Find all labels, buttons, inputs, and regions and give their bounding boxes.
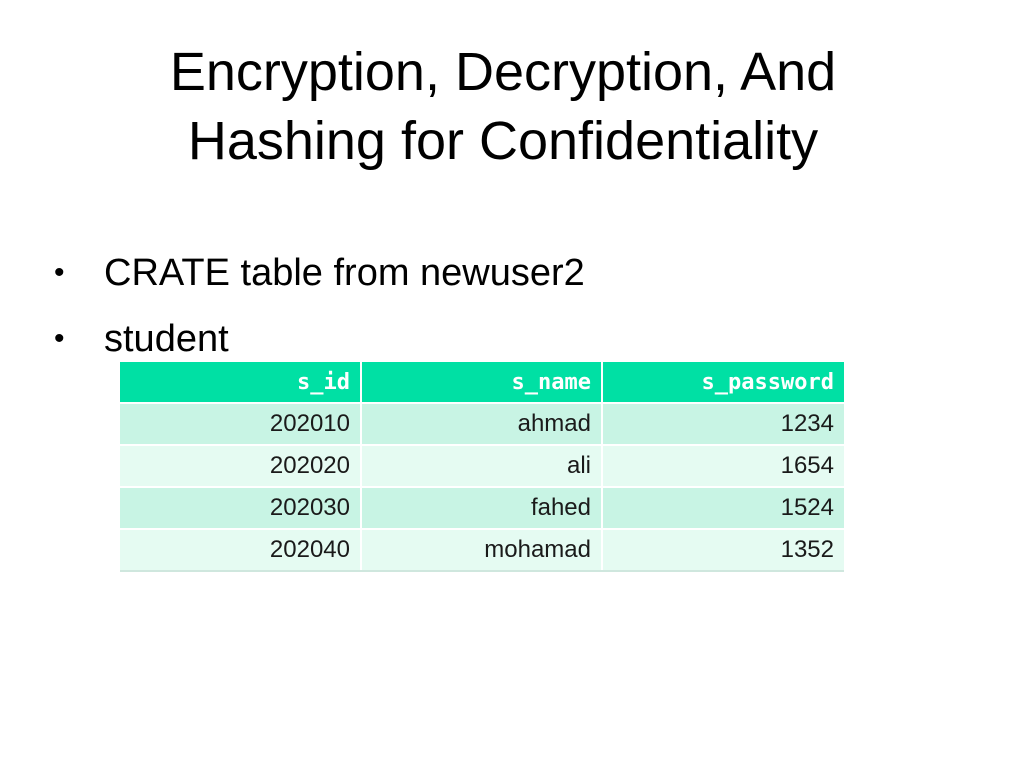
cell-s-name: mohamad	[361, 529, 602, 571]
table-row	[120, 445, 844, 487]
table-row	[120, 403, 844, 445]
cell-s-id: 202040	[120, 529, 361, 571]
slide-title	[0, 38, 1006, 176]
title-line-2: Hashing for Confidentiality	[187, 111, 819, 171]
title-line-1: Encryption, Decryption, And	[169, 42, 837, 102]
bullet-icon: •	[54, 256, 65, 289]
cell-s-password: 1524	[602, 487, 844, 529]
cell-s-id: 202030	[120, 487, 361, 529]
student-table	[120, 362, 844, 572]
bullet-list	[52, 246, 585, 378]
cell-s-name: ahmad	[361, 403, 602, 445]
table-header-row	[120, 362, 844, 403]
column-header-s-password: s_password	[602, 362, 844, 403]
bullet-item	[52, 246, 585, 312]
bullet-text: student	[104, 318, 229, 360]
column-header-s-name: s_name	[361, 362, 602, 403]
bullet-icon: •	[54, 322, 65, 355]
table-row	[120, 529, 844, 571]
cell-s-password: 1234	[602, 403, 844, 445]
cell-s-password: 1654	[602, 445, 844, 487]
cell-s-id: 202010	[120, 403, 361, 445]
cell-s-name: fahed	[361, 487, 602, 529]
column-header-s-id: s_id	[120, 362, 361, 403]
cell-s-password: 1352	[602, 529, 844, 571]
bullet-text: CRATE table from newuser2	[104, 252, 585, 294]
table-row	[120, 487, 844, 529]
cell-s-name: ali	[361, 445, 602, 487]
cell-s-id: 202020	[120, 445, 361, 487]
